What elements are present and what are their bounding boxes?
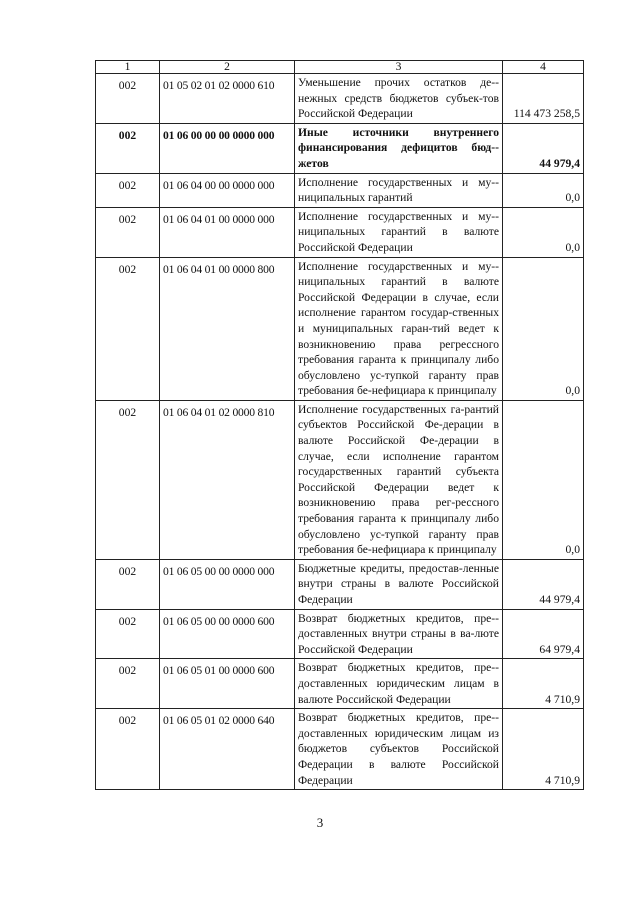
row-code: 002 — [96, 709, 160, 790]
row-description: Бюджетные кредиты, предостав-ленные внутри страны в валюте Российской Федерации — [295, 559, 503, 609]
table-row — [96, 400, 584, 559]
row-description: Исполнение государственных и му-ниципальных гарантий в валюте Российской Федерации — [295, 207, 503, 257]
row-code: 002 — [96, 173, 160, 207]
row-amount: 114 473 258,5 — [503, 74, 584, 124]
row-kbk: 01 06 04 01 00 0000 000 — [160, 207, 295, 257]
row-description: Исполнение государственных и му-ниципальных гарантий в валюте Российской Федерации в случае, если исполнение гарантом государ-ственных и муниципальных гаран-тий ведет к возникновению права регрессного требования гаранта к принципалу либо обусловлено ус-тупкой гаранту прав требования бе-нефициара к принципалу — [295, 257, 503, 400]
row-amount: 4 710,9 — [503, 659, 584, 709]
row-kbk: 01 06 05 00 00 0000 000 — [160, 559, 295, 609]
row-description: Исполнение государственных га-рантий субъектов Российской Фе-дерации в валюте Российской Фе-дерации в случае, если исполнение гарантом государственных гарантий субъекта Российской Федерации ведет к возникновению права рег-рессного требования гаранта к принципалу либо обусловлено ус-тупкой гаранту прав требования бе-нефициара к принципалу — [295, 400, 503, 559]
row-amount: 44 979,4 — [503, 123, 584, 173]
header-col-3: 3 — [295, 61, 503, 74]
row-kbk: 01 06 05 01 02 0000 640 — [160, 709, 295, 790]
row-amount: 44 979,4 — [503, 559, 584, 609]
row-code: 002 — [96, 207, 160, 257]
row-kbk: 01 06 04 00 00 0000 000 — [160, 173, 295, 207]
row-amount: 0,0 — [503, 207, 584, 257]
page-number: 3 — [316, 815, 324, 830]
table-row — [96, 659, 584, 709]
table-row — [96, 609, 584, 659]
row-kbk: 01 06 00 00 00 0000 000 — [160, 123, 295, 173]
table-row — [96, 74, 584, 124]
budget-sources-table — [95, 60, 584, 790]
row-kbk: 01 06 05 01 00 0000 600 — [160, 659, 295, 709]
row-amount: 0,0 — [503, 257, 584, 400]
row-description: Возврат бюджетных кредитов, пре-доставленных внутри страны в ва-люте Российской Федерации — [295, 609, 503, 659]
table-row — [96, 173, 584, 207]
row-kbk: 01 06 05 00 00 0000 600 — [160, 609, 295, 659]
row-description: Иные источники внутреннего финансирования дефицитов бюд-жетов — [295, 123, 503, 173]
table-body — [96, 61, 584, 790]
table-row — [96, 709, 584, 790]
table-header-row — [96, 61, 584, 74]
row-kbk: 01 06 04 01 00 0000 800 — [160, 257, 295, 400]
table-row — [96, 123, 584, 173]
row-code: 002 — [96, 400, 160, 559]
header-col-1: 1 — [96, 61, 160, 74]
row-description: Исполнение государственных и му-ниципальных гарантий — [295, 173, 503, 207]
row-code: 002 — [96, 123, 160, 173]
row-kbk: 01 05 02 01 02 0000 610 — [160, 74, 295, 124]
row-amount: 0,0 — [503, 400, 584, 559]
row-description: Уменьшение прочих остатков де-нежных средств бюджетов субъек-тов Российской Федерации — [295, 74, 503, 124]
row-code: 002 — [96, 609, 160, 659]
row-description: Возврат бюджетных кредитов, пре-доставленных юридическим лицам в валюте Российской Федерации — [295, 659, 503, 709]
row-amount: 4 710,9 — [503, 709, 584, 790]
row-amount: 0,0 — [503, 173, 584, 207]
header-col-2: 2 — [160, 61, 295, 74]
row-description: Возврат бюджетных кредитов, пре-доставленных юридическим лицам из бюджетов субъектов Российской Федерации в валюте Российской Федерации — [295, 709, 503, 790]
row-code: 002 — [96, 659, 160, 709]
row-code: 002 — [96, 559, 160, 609]
row-amount: 64 979,4 — [503, 609, 584, 659]
row-code: 002 — [96, 257, 160, 400]
table-row — [96, 207, 584, 257]
header-col-4: 4 — [503, 61, 584, 74]
row-code: 002 — [96, 74, 160, 124]
row-kbk: 01 06 04 01 02 0000 810 — [160, 400, 295, 559]
table-row — [96, 559, 584, 609]
table-row — [96, 257, 584, 400]
